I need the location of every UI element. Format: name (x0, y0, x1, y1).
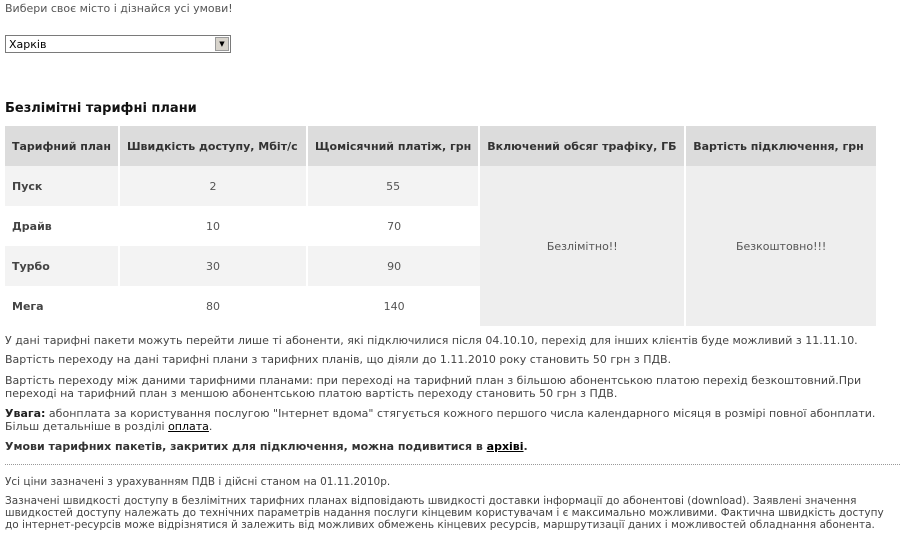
plan-speed: 2 (120, 166, 308, 206)
plan-name: Пуск (5, 166, 120, 206)
header-speed: Швидкість доступу, Мбіт/с (120, 126, 308, 166)
city-select-value: Харків (9, 38, 47, 51)
plan-price: 55 (308, 166, 480, 206)
warning-label: Увага: (5, 407, 46, 420)
section-title: Безлімітні тарифні плани (5, 101, 197, 116)
traffic-cell: Безлімітно!! (480, 166, 686, 326)
plan-price: 140 (308, 286, 480, 326)
tariff-table (5, 126, 876, 326)
header-traffic: Включений обсяг трафіку, ГБ (480, 126, 686, 166)
note-switch-cost: Вартість переходу між даними тарифними планами: при переході на тарифний план з більшою абонентською платою перехід безкоштовний.При переході на тарифний план з меншою абонентською платою вартість переходу становить 50 грн з ПДВ. (5, 374, 862, 400)
plan-name: Драйв (5, 206, 120, 246)
plan-price: 70 (308, 206, 480, 246)
table-row (5, 166, 876, 206)
footer-speed-note: Зазначені швидкості доступу в безлімітних тарифних планах відповідають швидкості доставки інформації до абонентові (download). Заявлені значення швидкостей доступу належать до технічних параметрів надання послуги кінцевим користувачам і є максимально можливими. Фактична швидкість доступу до інтернет-ресурсів може відрізнятися й залежить від можливих обмежень кінцевих ресурсів, маршрутизації даних і можливостей обладнання абонента. (5, 495, 884, 531)
plan-price: 90 (308, 246, 480, 286)
connection-cell: Безкоштовно!!! (686, 166, 876, 326)
warning-text: абонплата за користування послугою "Інтернет вдома" стягується кожного першого числа календарного місяця в розмірі повної абонплати. Більш детальніше в розділі (5, 407, 876, 433)
header-price: Щомісячний платіж, грн (308, 126, 480, 166)
plan-speed: 30 (120, 246, 308, 286)
note-archive (5, 440, 890, 453)
note-transition-eligibility: У дані тарифні пакети можуть перейти лише ті абоненти, які підключилися після 04.10.10, перехід для інших клієнтів буде можливий з 11.11.10. (5, 334, 858, 347)
header-plan: Тарифний план (5, 126, 120, 166)
warning-end: . (208, 420, 213, 433)
footer-prices-note: Усі ціни зазначені з урахуванням ПДВ і дійсні станом на 01.11.2010р. (5, 476, 391, 488)
city-select[interactable] (5, 35, 231, 53)
note-warning (5, 407, 890, 433)
archive-link[interactable]: архіві (486, 440, 524, 453)
table-header-row (5, 126, 876, 166)
chevron-down-icon[interactable]: ▼ (215, 37, 229, 51)
note-transition-cost: Вартість переходу на дані тарифні плани з тарифних планів, що діяли до 1.11.2010 року становить 50 грн з ПДВ. (5, 353, 672, 366)
archive-text: Умови тарифних пакетів, закритих для підключення, можна подивитися в (5, 440, 487, 453)
plan-speed: 80 (120, 286, 308, 326)
intro-text: Вибери своє місто і дізнайся усі умови! (5, 2, 233, 15)
archive-end: . (523, 440, 528, 453)
plan-name: Турбо (5, 246, 120, 286)
header-connection: Вартість підключення, грн (686, 126, 876, 166)
plan-speed: 10 (120, 206, 308, 246)
plan-name: Мега (5, 286, 120, 326)
divider (5, 464, 900, 465)
payment-link[interactable]: оплата (168, 420, 209, 433)
